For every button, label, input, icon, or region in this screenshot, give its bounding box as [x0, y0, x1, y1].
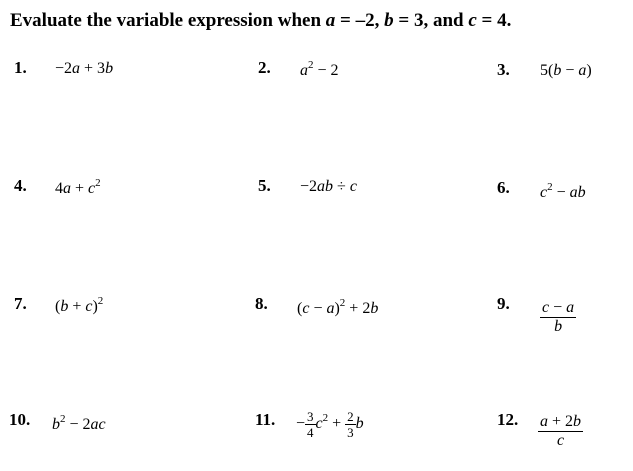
expression-4: $4a + c^2$ [55, 177, 101, 197]
expression-5: −2ab ÷ c [300, 178, 357, 195]
problem-number: 8. [255, 294, 268, 313]
expression-10: $b^2 - 2ac$ [52, 413, 106, 433]
expression-12 [538, 414, 583, 449]
expression-7: $(b + c)^2$ [55, 295, 104, 315]
problem-number: 4. [14, 176, 27, 195]
problem-number: 12. [497, 410, 519, 429]
fraction: $\frac{c - a}{b}$ [542, 299, 575, 335]
expression-6: $c^2$ − ab [540, 181, 586, 201]
problem-number: 6. [497, 178, 510, 197]
problem-number: 2. [258, 58, 271, 77]
expression-11: − $\frac{3}{4}$ $c^2$ + $\frac{2}{3}$ b [296, 409, 364, 440]
expression-3: 5(b − a) [540, 62, 592, 79]
problem-number: 3. [497, 60, 510, 79]
problem-number: 9. [497, 294, 510, 313]
fraction: $\frac{3}{4}$ [307, 409, 314, 440]
problem-number: 1. [14, 58, 27, 77]
expression-2: $a^2 - 2$ [300, 59, 339, 79]
problem-number: 5. [258, 176, 271, 195]
expression-8: $(c - a)^2 + 2b$ [297, 297, 379, 317]
fraction: $\frac{2}{3}$ [347, 409, 354, 440]
problem-number: 7. [14, 294, 27, 313]
expression-9 [540, 300, 576, 335]
fraction: $\frac{a + 2b}{c}$ [540, 413, 582, 449]
expression-1: −2a + 3b [55, 60, 114, 77]
problem-number: 10. [9, 410, 31, 429]
problem-number: 11. [255, 410, 276, 429]
worksheet-title: Evaluate the variable expression when a = –2, b = 3, and c = 4. [10, 10, 512, 31]
